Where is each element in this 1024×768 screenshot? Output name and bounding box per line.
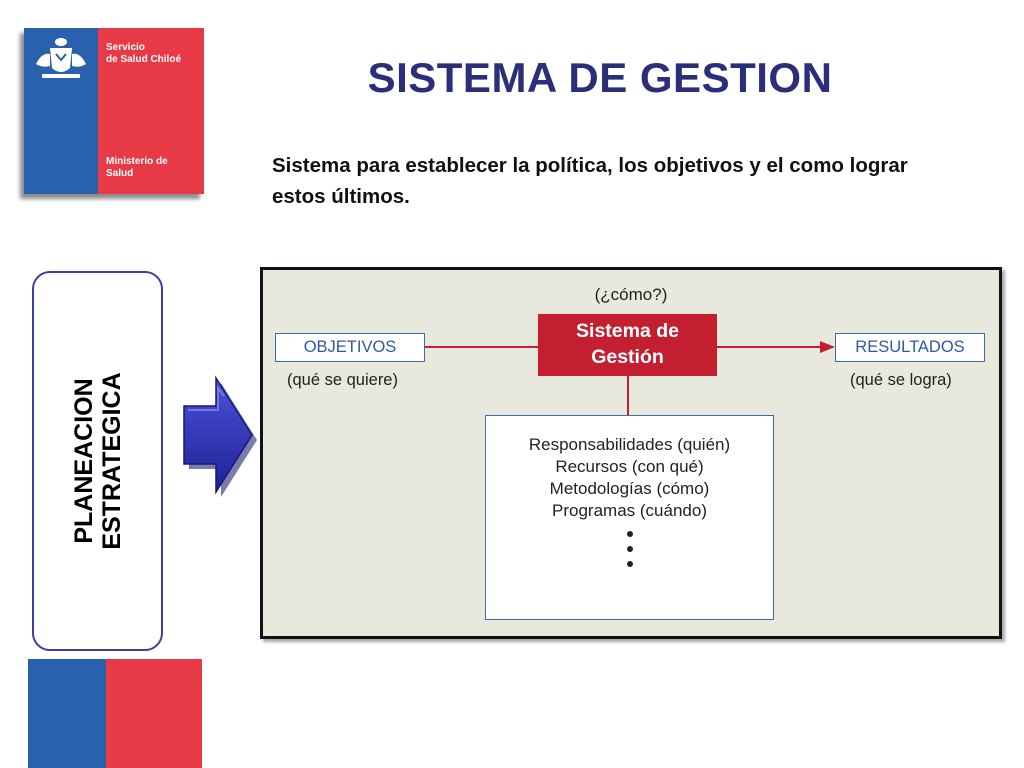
logo-ministry-text: Ministerio de Salud bbox=[106, 156, 168, 179]
question-label: (¿cómo?) bbox=[594, 285, 668, 304]
planeacion-label bbox=[70, 372, 126, 549]
ellipsis-dot bbox=[627, 531, 633, 537]
planeacion-label-line1: PLANEACION bbox=[69, 378, 98, 544]
planeacion-label-box bbox=[32, 271, 163, 651]
ellipsis-dot bbox=[627, 561, 633, 567]
flag-blue-panel bbox=[28, 659, 106, 768]
bottom-flag bbox=[28, 659, 202, 768]
logo-service-text: Servicio de Salud Chiloé bbox=[106, 42, 182, 65]
page-subtitle: Sistema para establecer la política, los objetivos y el como lograr estos últimos. bbox=[272, 154, 908, 208]
components-list-box bbox=[485, 415, 774, 620]
coat-of-arms-icon bbox=[32, 34, 90, 82]
list-item: Metodologías (cómo) bbox=[549, 479, 710, 498]
components-list bbox=[486, 434, 773, 567]
resultados-box: RESULTADOS bbox=[835, 333, 985, 362]
list-item: Recursos (con qué) bbox=[555, 457, 704, 476]
management-system-diagram bbox=[260, 267, 1002, 639]
logo-servicio-salud-chiloe bbox=[24, 28, 204, 194]
sistema-gestion-line2: Gestión bbox=[591, 346, 664, 368]
right-arrow-icon bbox=[180, 374, 260, 500]
sistema-gestion-line1: Sistema de bbox=[576, 320, 679, 342]
objetivos-note: (qué se quiere) bbox=[287, 371, 398, 389]
list-item: Programas (cuándo) bbox=[552, 501, 707, 520]
objetivos-box: OBJETIVOS bbox=[275, 333, 425, 362]
flag-red-panel bbox=[106, 659, 202, 768]
list-item: Responsabilidades (quién) bbox=[528, 435, 731, 454]
planeacion-label-line2: ESTRATEGICA bbox=[97, 372, 126, 550]
ellipsis-dot bbox=[627, 546, 633, 552]
resultados-note: (qué se logra) bbox=[850, 371, 952, 389]
sistema-gestion-box bbox=[538, 314, 717, 376]
page-title: SISTEMA DE GESTION bbox=[367, 54, 833, 101]
arrowhead-resultados bbox=[820, 341, 835, 353]
